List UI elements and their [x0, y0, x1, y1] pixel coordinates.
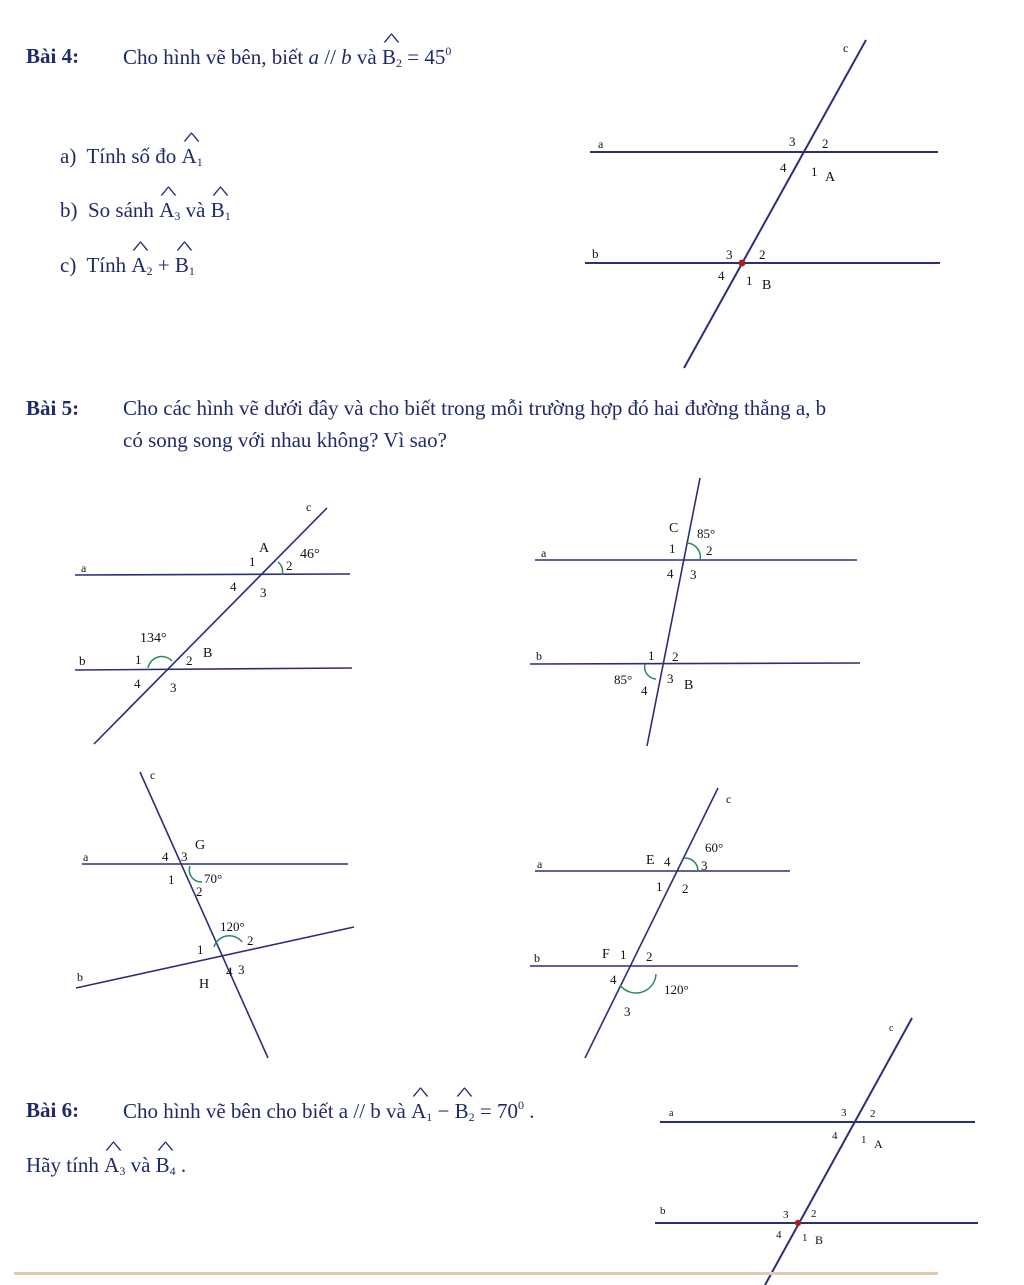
fig3-label-b: b	[77, 970, 83, 984]
bai5-text-line1: Cho các hình vẽ dưới đây và cho biết trong mỗi trường hợp đó hai đường thẳng a, b	[123, 396, 827, 420]
bottom-divider	[14, 1272, 938, 1275]
fig2-point-c: C	[669, 521, 679, 536]
fig1-a3: 3	[260, 585, 267, 600]
fig3-line-c	[140, 772, 268, 1058]
bai4-label: Bài 4:	[26, 44, 80, 68]
fig4-angle-60: 60°	[705, 840, 724, 855]
bai4-label-a: a	[598, 137, 604, 151]
bai4-question-c: c) Tính ^ $A_2$ + ^ $B_1$	[60, 253, 195, 279]
fig1-a1: 1	[249, 554, 256, 569]
bai6-angle-b2: 2	[811, 1208, 817, 1220]
fig3-line-b	[76, 927, 354, 988]
bai6-angle-b1: 1	[802, 1232, 808, 1244]
bai4-point-a: A	[825, 170, 836, 185]
fig4-f3: 3	[624, 1004, 631, 1019]
bai6-statement: Cho hình vẽ bên cho biết a // b và ^ $A_1$ − ^ $B_2 = 70^0$ .	[123, 1098, 535, 1125]
bai5-figure-2	[530, 478, 860, 746]
bai6-point-b-dot	[795, 1220, 801, 1226]
bai6-point-a: A	[874, 1137, 883, 1151]
fig1-label-b: b	[79, 653, 86, 668]
fig4-e1: 1	[656, 879, 663, 894]
bai5-figure-1	[75, 500, 352, 744]
fig2-label-a: a	[541, 546, 547, 560]
fig4-label-b: b	[534, 951, 540, 965]
fig1-b3: 3	[170, 680, 177, 695]
fig1-angle-46: 46°	[300, 547, 320, 562]
fig3-angle-70: 70°	[204, 871, 223, 886]
bai4-angle-a2: 2	[822, 136, 829, 151]
fig1-arc-a	[278, 562, 283, 575]
bai4-angle-a4: 4	[780, 160, 787, 175]
fig1-a4: 4	[230, 579, 237, 594]
bai4-intro: Cho hình vẽ bên, biết	[123, 45, 304, 69]
fig4-f4: 4	[610, 972, 617, 987]
fig1-arc-b	[148, 657, 172, 668]
fig2-arc-b	[645, 664, 656, 679]
fig4-e4: 4	[664, 854, 671, 869]
fig2-b4: 4	[641, 683, 648, 698]
fig1-angle-134: 134°	[140, 631, 167, 646]
bai6-ask: Hãy tính ^ $A_3$ và ^ $B_4$ .	[26, 1153, 186, 1179]
bai4-figure	[585, 40, 940, 368]
fig1-line-b	[75, 668, 352, 670]
bai5-label: Bài 5:	[26, 396, 80, 420]
bai4-cond-and: và	[351, 45, 382, 69]
bai4-cond-b: b	[341, 45, 352, 69]
fig2-c4: 4	[667, 566, 674, 581]
bai4-point-b-dot	[739, 260, 746, 267]
fig1-label-c: c	[306, 500, 312, 514]
fig1-b2: 2	[186, 653, 193, 668]
bai6-label-c: c	[889, 1023, 894, 1034]
fig3-h3: 3	[238, 962, 245, 977]
bai4-question-a: a) Tính số đo ^ $A_1$	[60, 144, 203, 170]
bai4-angle-b2: 2	[759, 247, 766, 262]
fig4-f2: 2	[646, 949, 653, 964]
bai4-angle-a1: 1	[811, 164, 818, 179]
fig1-b4: 4	[134, 676, 141, 691]
bai6-point-b: B	[815, 1233, 824, 1247]
fig3-g1: 1	[168, 872, 175, 887]
bai6-label-b: b	[660, 1205, 666, 1217]
bai4-point-b: B	[762, 278, 772, 293]
fig1-line-a	[75, 574, 350, 575]
fig2-b2: 2	[672, 649, 679, 664]
bai4-cond-eq: = 45	[402, 45, 446, 69]
fig4-e2: 2	[682, 881, 689, 896]
bai4-question-b: b) So sánh ^ $A_3$ và ^ $B_1$	[60, 198, 231, 224]
fig4-angle-120: 120°	[664, 982, 689, 997]
fig1-point-a: A	[259, 541, 270, 556]
bai5-text-line2: có song song với nhau không? Vì sao?	[123, 428, 447, 452]
bai4-angle-a3: 3	[789, 134, 796, 149]
bai4-line-c	[684, 40, 866, 368]
fig2-c3: 3	[690, 567, 697, 582]
fig2-c2: 2	[706, 543, 713, 558]
bai4-cond-deg: 0	[445, 44, 452, 58]
fig2-line-c	[647, 478, 700, 746]
bai4-angle-b2: ^ $B_2$	[382, 45, 402, 71]
fig2-b1: 1	[648, 648, 655, 663]
fig3-h1: 1	[197, 942, 204, 957]
fig1-line-c	[94, 508, 327, 744]
bai4-label-c: c	[843, 41, 849, 55]
fig3-h2: 2	[247, 933, 254, 948]
fig4-label-c: c	[726, 792, 732, 806]
bai6-angle-a4: 4	[832, 1130, 838, 1142]
fig3-point-g: G	[195, 838, 206, 853]
fig1-a2: 2	[286, 558, 293, 573]
bai6-figure	[655, 1018, 978, 1285]
bai4-angle-b4: 4	[718, 268, 725, 283]
fig2-arc-c	[686, 543, 700, 560]
bai4-angle-b3: 3	[726, 247, 733, 262]
fig3-h4: 4	[226, 964, 233, 979]
fig4-label-a: a	[537, 857, 543, 871]
bai6-label: Bài 6:	[26, 1098, 80, 1122]
bai5-figure-4	[530, 788, 798, 1058]
fig2-c1: 1	[669, 541, 676, 556]
fig3-arc-g	[189, 866, 202, 882]
fig4-f1: 1	[620, 947, 627, 962]
fig3-label-a: a	[83, 850, 89, 864]
fig4-point-f: F	[602, 947, 610, 962]
fig3-point-h: H	[199, 977, 210, 992]
bai5-figure-3	[76, 768, 354, 1058]
fig3-g2: 2	[196, 884, 203, 899]
fig1-b1: 1	[135, 652, 142, 667]
bai4-cond-par: //	[318, 45, 342, 69]
fig2-b3: 3	[667, 671, 674, 686]
fig3-label-c: c	[150, 768, 156, 782]
bai4-cond-a: a	[308, 45, 319, 69]
fig3-g4: 4	[162, 849, 169, 864]
bai6-angle-a2: 2	[870, 1108, 876, 1120]
fig4-point-e: E	[646, 853, 655, 868]
bai6-angle-b4: 4	[776, 1229, 782, 1241]
bai6-angle-a3: 3	[841, 1107, 847, 1119]
fig3-angle-120: 120°	[220, 919, 245, 934]
fig2-point-b: B	[684, 678, 694, 693]
fig1-point-b: B	[203, 646, 213, 661]
fig2-angle-85-top: 85°	[697, 526, 716, 541]
fig2-line-b	[530, 663, 860, 664]
fig2-angle-85-bottom: 85°	[614, 672, 633, 687]
fig1-label-a: a	[81, 561, 87, 575]
fig4-e3: 3	[701, 858, 708, 873]
bai4-angle-b1: 1	[746, 273, 753, 288]
bai4-label-b: b	[592, 246, 599, 261]
fig4-line-c	[585, 788, 718, 1058]
fig2-label-b: b	[536, 649, 542, 663]
bai6-angle-b3: 3	[783, 1209, 789, 1221]
bai6-label-a: a	[669, 1108, 674, 1119]
fig4-arc-e	[684, 858, 698, 871]
bai6-line-c	[765, 1018, 912, 1285]
fig3-g3: 3	[181, 849, 188, 864]
bai6-angle-a1: 1	[861, 1134, 867, 1146]
